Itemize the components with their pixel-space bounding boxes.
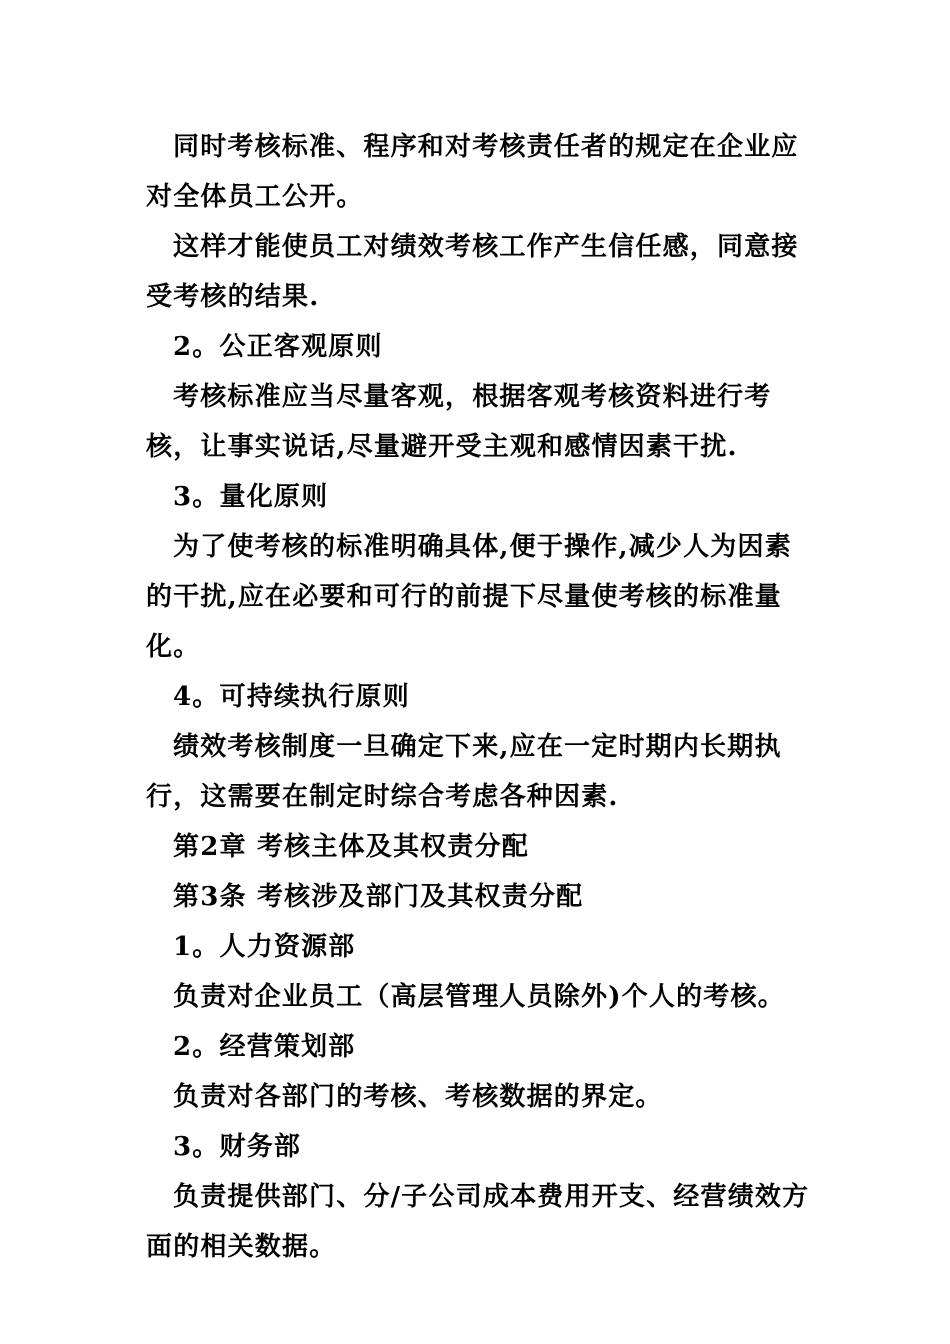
paragraph-disclosure-rule: 同时考核标准、程序和对考核责任者的规定在企业应对全体员工公开。 (146, 132, 799, 212)
paragraph-planning-duty: 负责对各部门的考核、考核数据的界定。 (173, 1082, 663, 1112)
chapter-heading: 第2章 考核主体及其权责分配 (173, 832, 529, 862)
paragraph-long-term-execution: 绩效考核制度一旦确定下来,应在一定时期内长期执行，这需要在制定时综合考虑各种因素. (146, 732, 782, 812)
paragraph-quantification: 为了使考核的标准明确具体,便于操作,减少人为因素的干扰,应在必要和可行的前提下尽量使考核的标准量化。 (146, 532, 792, 662)
paragraph-hr-duty: 负责对企业员工（高层管理人员除外)个人的考核。 (173, 982, 785, 1012)
heading-fair-objective-principle: 2。公正客观原则 (173, 332, 383, 362)
paragraph-finance-duty: 负责提供部门、分/子公司成本费用开支、经营绩效方面的相关数据。 (146, 1182, 810, 1262)
heading-finance-department: 3。财务部 (173, 1132, 302, 1162)
heading-hr-department: 1。人力资源部 (173, 932, 356, 962)
heading-quantification-principle: 3。量化原则 (173, 482, 329, 512)
paragraph-trust-result: 这样才能使员工对绩效考核工作产生信任感，同意接受考核的结果. (146, 232, 799, 312)
paragraph-objective-standards: 考核标准应当尽量客观，根据客观考核资料进行考核，让事实说话,尽量避开受主观和感情因素干扰. (146, 382, 772, 462)
article-heading: 第3条 考核涉及部门及其权责分配 (173, 882, 584, 912)
heading-sustainability-principle: 4。可持续执行原则 (173, 682, 410, 712)
document-body (146, 122, 810, 1272)
heading-planning-department: 2。经营策划部 (173, 1032, 356, 1062)
